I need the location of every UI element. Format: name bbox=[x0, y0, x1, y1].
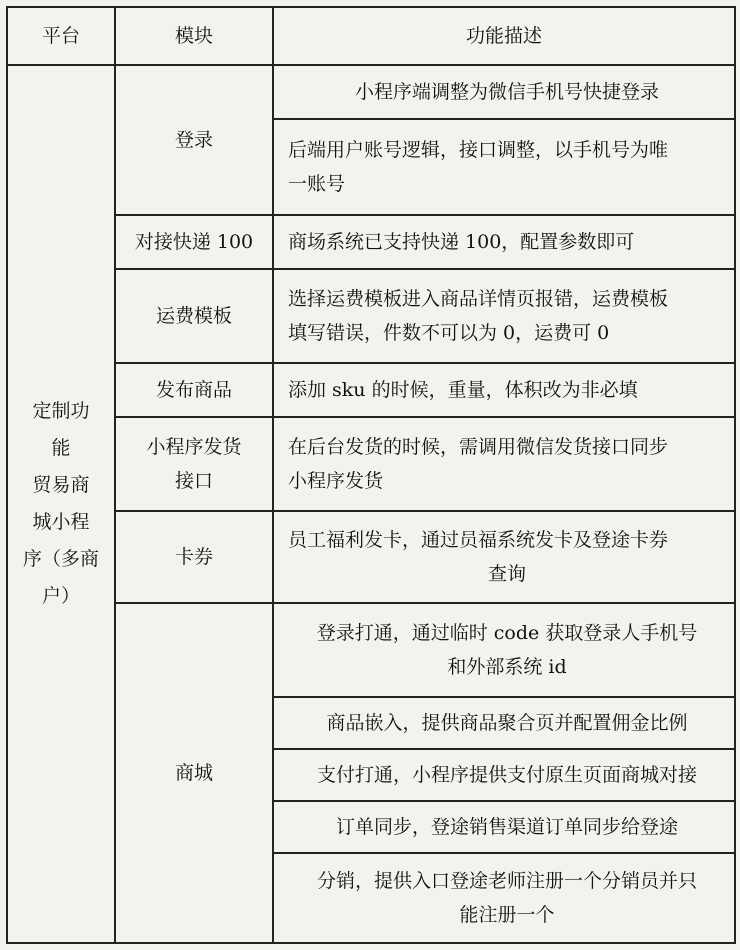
desc-freight bbox=[273, 269, 735, 363]
platform-cell bbox=[7, 65, 115, 943]
table-row bbox=[7, 363, 735, 417]
desc-shipping bbox=[273, 417, 735, 511]
platform-line: 定制功 bbox=[32, 400, 90, 422]
desc-coupon bbox=[273, 511, 735, 603]
header-module: 模块 bbox=[115, 7, 273, 65]
desc-mall-4: 订单同步，登途销售渠道订单同步给登途 bbox=[273, 801, 735, 853]
module-coupon: 卡券 bbox=[115, 511, 273, 603]
desc-line: 后端用户账号逻辑，接口调整，以手机号为唯 bbox=[288, 139, 669, 161]
platform-line: 城小程 bbox=[32, 511, 90, 533]
desc-line: 选择运费模板进入商品详情页报错，运费模板 bbox=[288, 288, 669, 310]
table-row bbox=[7, 215, 735, 269]
table-row bbox=[7, 65, 735, 119]
desc-login-1: 小程序端调整为微信手机号快捷登录 bbox=[273, 65, 735, 119]
platform-line: 户） bbox=[41, 585, 80, 607]
table-row bbox=[7, 511, 735, 603]
desc-line: 登录打通，通过临时 code 获取登录人手机号 bbox=[316, 622, 698, 644]
desc-line: 和外部系统 id bbox=[447, 656, 567, 678]
feature-table bbox=[6, 6, 736, 944]
desc-line: 小程序发货 bbox=[288, 470, 384, 492]
desc-mall-5 bbox=[273, 853, 735, 943]
desc-line: 能注册一个 bbox=[459, 904, 555, 926]
desc-mall-2: 商品嵌入，提供商品聚合页并配置佣金比例 bbox=[273, 697, 735, 749]
module-express: 对接快递 100 bbox=[115, 215, 273, 269]
platform-line: 贸易商 bbox=[32, 474, 90, 496]
module-line: 接口 bbox=[174, 470, 213, 492]
desc-line: 员工福利发卡，通过员福系统发卡及登途卡券 bbox=[288, 529, 669, 551]
module-line: 小程序发货 bbox=[146, 436, 242, 458]
platform-line: 能 bbox=[51, 437, 71, 459]
module-freight: 运费模板 bbox=[115, 269, 273, 363]
module-publish: 发布商品 bbox=[115, 363, 273, 417]
table-row bbox=[7, 603, 735, 697]
module-login: 登录 bbox=[115, 65, 273, 215]
desc-express: 商场系统已支持快递 100，配置参数即可 bbox=[273, 215, 735, 269]
desc-mall-1 bbox=[273, 603, 735, 697]
desc-mall-3: 支付打通，小程序提供支付原生页面商城对接 bbox=[273, 749, 735, 801]
desc-line: 在后台发货的时候，需调用微信发货接口同步 bbox=[288, 436, 669, 458]
header-description: 功能描述 bbox=[273, 7, 735, 65]
platform-line: 序（多商 bbox=[22, 548, 99, 570]
desc-line: 填写错误，件数不可以为 0，运费可 0 bbox=[288, 322, 610, 344]
desc-line: 查询 bbox=[487, 563, 526, 585]
table-row bbox=[7, 269, 735, 363]
table-row bbox=[7, 417, 735, 511]
header-row bbox=[7, 7, 735, 65]
module-shipping bbox=[115, 417, 273, 511]
desc-line: 分销，提供入口登途老师注册一个分销员并只 bbox=[316, 870, 697, 892]
desc-publish: 添加 sku 的时候，重量，体积改为非必填 bbox=[273, 363, 735, 417]
module-mall: 商城 bbox=[115, 603, 273, 943]
desc-login-2 bbox=[273, 119, 735, 215]
desc-line: 一账号 bbox=[288, 173, 346, 195]
header-platform: 平台 bbox=[7, 7, 115, 65]
